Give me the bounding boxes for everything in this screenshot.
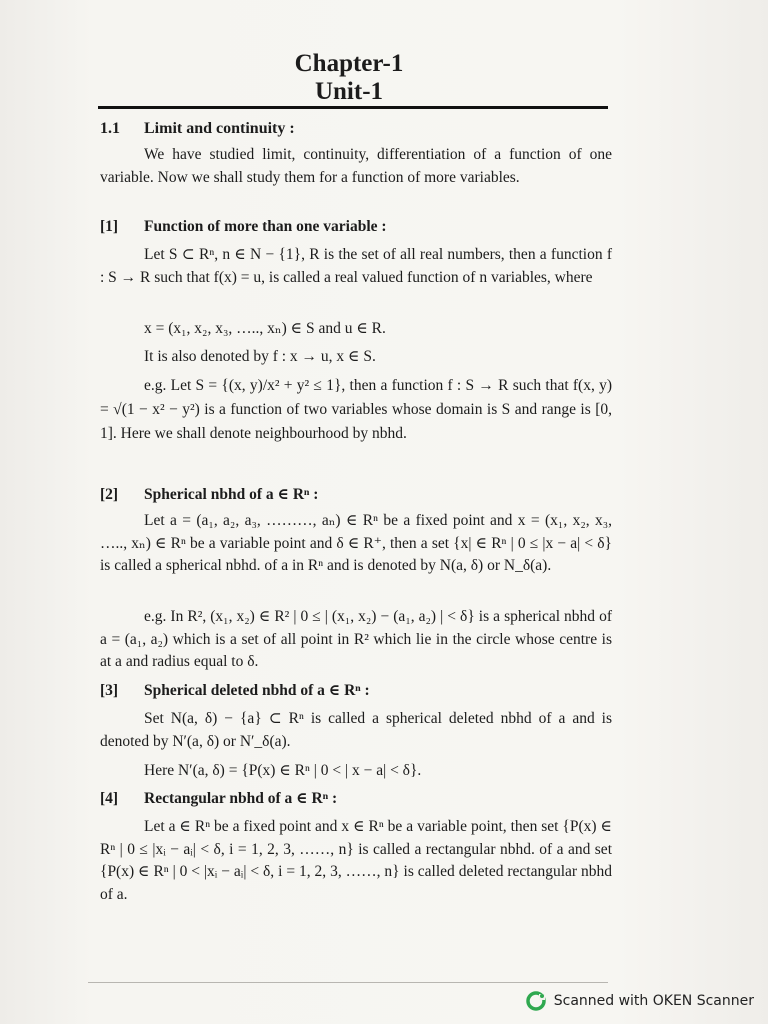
section-intro: We have studied limit, continuity, differentiation of a function of one variable. Now we shall study them for a function of more variables.: [100, 146, 612, 186]
section-number: 1.1: [100, 120, 120, 137]
scanner-text: Scanned with OKEN Scanner: [553, 993, 754, 1009]
formula-line: It is also denoted by f : x → u, x ∈ S.: [144, 348, 376, 365]
subsection-heading-3: [100, 680, 612, 700]
subsection-title: Spherical nbhd of a ∈ Rⁿ :: [144, 486, 319, 503]
paragraph: Let a = (a₁, a₂, a₃, ………, aₙ) ∈ Rⁿ be a fixed point and x = (x₁, x₂, x₃, ….., xₙ) ∈ Rⁿ be a variable point and δ ∈ R⁺, then a set {x| ∈ Rⁿ | 0 ≤ |x − a| < δ} is called a spherical nbhd. of a in Rⁿ and is denoted by N(a, δ) or N_δ(a).: [100, 512, 612, 574]
paragraph: Let a ∈ Rⁿ be a fixed point and x ∈ Rⁿ be a variable point, then set {P(x) ∈ Rⁿ | 0 ≤ |xᵢ − aᵢ| < δ, i = 1, 2, 3, ……, n} is called a rectangular nbhd. of a and set {P(x) ∈ Rⁿ | 0 < |xᵢ − aᵢ| < δ, i = 1, 2, 3, ……, n} is called deleted rectangular nbhd of a.: [100, 818, 612, 903]
formula-line: x = (x₁, x₂, x₃, ….., xₙ) ∈ S and u ∈ R.: [144, 320, 386, 337]
subsection-title: Function of more than one variable :: [144, 218, 387, 235]
paragraph: Set N(a, δ) − {a} ⊂ Rⁿ is called a spherical deleted nbhd of a and is denoted by N′(a, δ) or N′_δ(a).: [100, 710, 612, 750]
scanner-watermark: [526, 990, 754, 1012]
subsection-tag: [2]: [100, 486, 119, 503]
chapter-title: Chapter-1: [294, 50, 404, 77]
title-rule: [98, 106, 608, 109]
subsection-title: Rectangular nbhd of a ∈ Rⁿ :: [144, 790, 338, 807]
paragraph: e.g. In R², (x₁, x₂) ∈ R² | 0 ≤ | (x₁, x₂) − (a₁, a₂) | < δ} is a spherical nbhd of a = (a₁, a₂) which is a set of all point in R² which lie in the circle whose centre is at a and radius equal to δ.: [100, 608, 612, 670]
paragraph: e.g. Let S = {(x, y)/x² + y² ≤ 1}, then a function f : S → R such that f(x, y) = √(1 − x² − y²) is a function of two variables whose domain is S and range is [0, 1]. Here we shall denote neighbourhood by nbhd.: [100, 377, 612, 442]
section-title: Limit and continuity :: [144, 120, 295, 137]
subsection-heading-1: [100, 218, 612, 236]
section-heading: [100, 118, 612, 141]
subsection-tag: [3]: [100, 682, 119, 699]
unit-title: Unit-1: [314, 78, 384, 105]
paragraph: Here N′(a, δ) = {P(x) ∈ Rⁿ | 0 < | x − a| < δ}.: [144, 762, 422, 779]
subsection-tag: [4]: [100, 790, 119, 807]
oken-logo-icon: [526, 991, 546, 1011]
page-bottom-edge: [88, 982, 608, 983]
subsection-heading-4: [100, 788, 612, 808]
subsection-heading-2: [100, 484, 612, 504]
subsection-tag: [1]: [100, 218, 119, 235]
paragraph: Let S ⊂ Rⁿ, n ∈ N − {1}, R is the set of all real numbers, then a function f : S → R such that f(x) = u, is called a real valued function of n variables, where: [100, 246, 612, 286]
subsection-title: Spherical deleted nbhd of a ∈ Rⁿ :: [144, 682, 370, 699]
